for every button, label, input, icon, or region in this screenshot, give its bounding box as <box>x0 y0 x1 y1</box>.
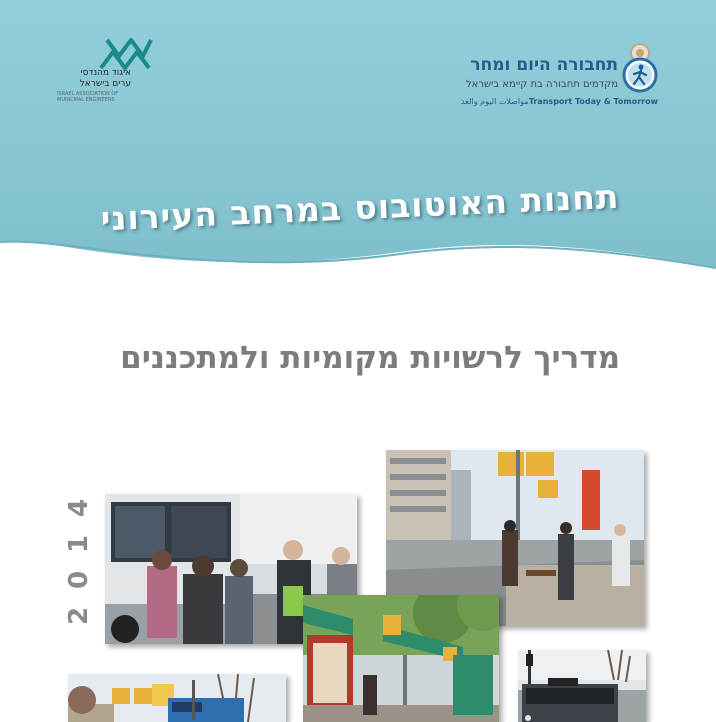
photo-bus-on-road <box>518 650 646 722</box>
transport-today-logo <box>455 42 660 114</box>
year-digit: 1 <box>64 534 94 554</box>
page-subtitle: מדריך לרשויות מקומיות ולמתכננים <box>120 340 620 376</box>
year-digit: 2 <box>64 606 94 626</box>
org-name-line2: ערים בישראל <box>79 79 131 89</box>
org-name-english: Transport Today & Tomorrow <box>528 97 658 106</box>
year-digit: 4 <box>64 498 94 518</box>
engineers-emblem-icon <box>55 38 155 72</box>
engineers-association-logo <box>55 38 155 108</box>
publication-year <box>62 490 96 634</box>
org-tagline: מקדמים תחבורה בת קיימא בישראל <box>465 79 618 90</box>
org-name-english: ISRAEL ASSOCIATION OF MUNICIPAL ENGINEERS <box>57 91 119 103</box>
pedestrian-emblem-icon <box>620 42 660 94</box>
page-title: תחנות האוטובוס במרחב העירוני <box>99 176 621 239</box>
org-name-arabic: مواصلات اليوم والغد <box>461 97 529 106</box>
year-digit: 0 <box>64 570 94 590</box>
photo-bus-shelter-green-roof <box>303 595 499 722</box>
org-name: תחבורה היום ומחר <box>470 55 618 75</box>
photo-street-with-bus-signs <box>68 674 286 722</box>
org-name-line1: איגוד מהנדסי <box>80 68 131 78</box>
